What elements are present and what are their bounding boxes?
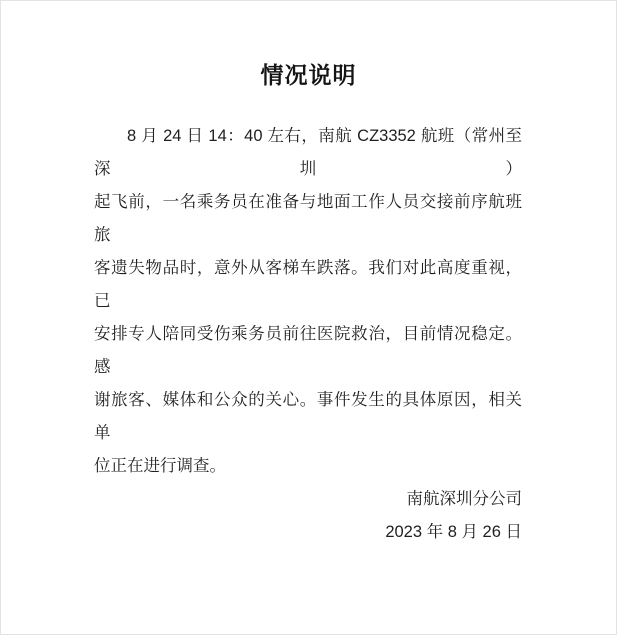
paragraph-line-1: 8 月 24 日 14：40 左右，南航 CZ3352 航班（常州至深圳） (94, 127, 522, 178)
document-title: 情况说明 (260, 62, 357, 88)
paragraph-line-3: 客遗失物品时，意外从客梯车跌落。我们对此高度重视，已 (94, 259, 522, 310)
paragraph-line-5: 谢旅客、媒体和公众的关心。事件发生的具体原因，相关单 (94, 391, 522, 442)
signature-company: 南航深圳分公司 (406, 490, 522, 508)
statement-paragraph (94, 120, 522, 483)
paragraph-line-2: 起飞前，一名乘务员在准备与地面工作人员交接前序航班旅 (94, 193, 522, 244)
paragraph-line-4: 安排专人陪同受伤乘务员前往医院救治，目前情况稳定。感 (94, 325, 522, 376)
signature-date: 2023 年 8 月 26 日 (385, 523, 522, 541)
paragraph-line-6: 位正在进行调查。 (94, 457, 226, 475)
